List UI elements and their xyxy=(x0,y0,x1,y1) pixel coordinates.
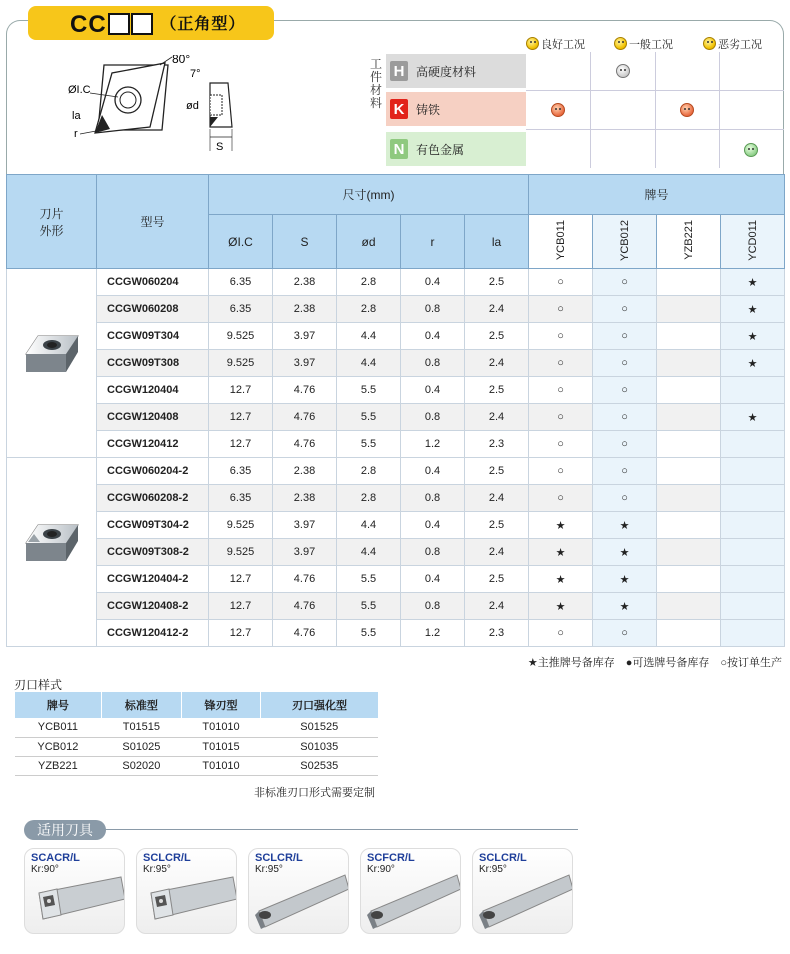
grade-cell: ○ xyxy=(529,458,593,485)
grade-cell: ○ xyxy=(529,377,593,404)
table-row xyxy=(7,296,785,323)
grade-cell: ○ xyxy=(529,323,593,350)
col-grade-yzb221 xyxy=(657,215,721,269)
col-shape-label: 刀片 外形 xyxy=(39,206,64,238)
s-label: S xyxy=(216,141,224,153)
grade-cell xyxy=(721,593,785,620)
model-cell: CCGW060208-2 xyxy=(97,485,209,512)
tool-name: SCACR/L xyxy=(31,852,80,864)
material-letter-k: K xyxy=(390,99,408,119)
grid-line xyxy=(526,129,784,130)
tool-kr: Kr:90° xyxy=(367,864,395,875)
grade-cell xyxy=(721,377,785,404)
tool-card xyxy=(360,848,461,934)
tool-kr: Kr:95° xyxy=(255,864,283,875)
col-la: la xyxy=(465,215,529,269)
edge-cell: T01015 xyxy=(182,737,261,756)
tool-name: SCLCR/L xyxy=(255,852,303,864)
title-placeholder-box xyxy=(131,13,153,35)
grade-cell: ★ xyxy=(721,296,785,323)
dim-la-cell: 2.4 xyxy=(465,404,529,431)
grade-cell xyxy=(657,485,721,512)
dim-la-cell: 2.4 xyxy=(465,593,529,620)
dim-ic-cell: 6.35 xyxy=(209,485,273,512)
grade-cell xyxy=(657,431,721,458)
edge-cell: S02020 xyxy=(101,756,181,775)
dim-d-cell: 2.8 xyxy=(337,458,401,485)
dim-s-cell: 3.97 xyxy=(273,350,337,377)
grade-cell xyxy=(657,593,721,620)
grade-cell xyxy=(657,269,721,296)
dim-r-cell: 0.4 xyxy=(401,323,465,350)
dim-d-cell: 4.4 xyxy=(337,512,401,539)
table-row xyxy=(7,350,785,377)
grade-cell: ○ xyxy=(593,377,657,404)
tool-kr: Kr:95° xyxy=(143,864,171,875)
insert-spec-table xyxy=(6,174,785,647)
table-row xyxy=(7,323,785,350)
grade-cell xyxy=(657,458,721,485)
table-row xyxy=(15,737,379,756)
col-grade-ycb011 xyxy=(529,215,593,269)
table-row xyxy=(7,431,785,458)
tool-name: SCFCR/L xyxy=(367,852,415,864)
model-cell: CCGW060204-2 xyxy=(97,458,209,485)
grade-cell: ○ xyxy=(593,458,657,485)
edge-title: 刃口样式 xyxy=(14,678,63,692)
dim-ic-cell: 6.35 xyxy=(209,458,273,485)
dim-d-cell: 4.4 xyxy=(337,323,401,350)
insert-shape-image xyxy=(20,521,84,581)
dim-la-cell: 2.4 xyxy=(465,485,529,512)
grade-cell: ○ xyxy=(529,485,593,512)
condition-bad-icon xyxy=(680,103,694,117)
grade-cell: ★ xyxy=(529,593,593,620)
edge-note: 非标准刃口形式需要定制 xyxy=(254,787,375,799)
bad-condition-icon xyxy=(703,37,716,50)
grade-cell xyxy=(657,296,721,323)
legend-normal-label: 一般工况 xyxy=(629,39,673,51)
edge-col-grade: 牌号 xyxy=(15,692,102,718)
grade-cell: ○ xyxy=(593,350,657,377)
dim-la-cell: 2.4 xyxy=(465,296,529,323)
col-ic: ØI.C xyxy=(209,215,273,269)
edge-col-standard: 标准型 xyxy=(101,692,181,718)
dim-ic-cell: 6.35 xyxy=(209,269,273,296)
dim-r-cell: 0.8 xyxy=(401,485,465,512)
title-subtitle: （正角型） xyxy=(160,16,246,33)
model-cell: CCGW060208 xyxy=(97,296,209,323)
grade-cell xyxy=(657,323,721,350)
dim-la-cell: 2.5 xyxy=(465,458,529,485)
dim-la-cell: 2.5 xyxy=(465,377,529,404)
dim-d-cell: 4.4 xyxy=(337,539,401,566)
legend-good-label: 良好工况 xyxy=(541,39,585,51)
dim-s-cell: 2.38 xyxy=(273,485,337,512)
col-shape xyxy=(7,175,97,269)
col-r: r xyxy=(401,215,465,269)
grade-cell: ○ xyxy=(529,269,593,296)
grid-line xyxy=(719,52,720,168)
dim-s-cell: 2.38 xyxy=(273,458,337,485)
material-name-h: 高硬度材料 xyxy=(416,64,477,79)
dim-r-cell: 0.8 xyxy=(401,350,465,377)
table-row xyxy=(7,593,785,620)
dim-s-cell: 4.76 xyxy=(273,566,337,593)
dim-ic-cell: 9.525 xyxy=(209,350,273,377)
grade-label: YCD011 xyxy=(746,219,759,261)
grade-cell: ★ xyxy=(593,539,657,566)
grade-cell: ★ xyxy=(721,404,785,431)
edge-cell: S01525 xyxy=(261,718,379,737)
model-cell: CCGW120412-2 xyxy=(97,620,209,647)
table-row xyxy=(7,539,785,566)
tools-divider xyxy=(100,829,578,830)
ic-label: ØI.C xyxy=(68,84,91,96)
tool-holder-image xyxy=(361,849,461,934)
tool-holder-image xyxy=(25,849,125,934)
table-row xyxy=(7,485,785,512)
grade-cell: ○ xyxy=(593,485,657,512)
dim-d-cell: 5.5 xyxy=(337,620,401,647)
material-side-label: 工件材料 xyxy=(369,57,382,110)
edge-cell: T01010 xyxy=(182,718,261,737)
insert-shape-cell xyxy=(7,269,97,458)
grade-label: YCB012 xyxy=(618,219,631,261)
dim-d-cell: 2.8 xyxy=(337,485,401,512)
insert-shape-cell xyxy=(7,458,97,647)
grade-cell xyxy=(657,620,721,647)
table-row xyxy=(7,566,785,593)
dim-s-cell: 3.97 xyxy=(273,539,337,566)
tool-kr: Kr:95° xyxy=(479,864,507,875)
model-cell: CCGW060204 xyxy=(97,269,209,296)
dim-r-cell: 1.2 xyxy=(401,620,465,647)
insert-diagram xyxy=(60,55,250,165)
grade-cell xyxy=(721,539,785,566)
grade-cell: ★ xyxy=(721,269,785,296)
grade-cell xyxy=(721,458,785,485)
col-grade: 牌号 xyxy=(529,175,785,215)
grid-line xyxy=(526,90,784,91)
dim-d-cell: 4.4 xyxy=(337,350,401,377)
edge-cell: S01025 xyxy=(101,737,181,756)
dim-s-cell: 4.76 xyxy=(273,620,337,647)
dim-d-cell: 5.5 xyxy=(337,431,401,458)
model-cell: CCGW09T304-2 xyxy=(97,512,209,539)
angle-80-label: 80° xyxy=(172,55,191,66)
page-title xyxy=(70,11,245,39)
grade-cell: ○ xyxy=(529,296,593,323)
grade-cell xyxy=(657,404,721,431)
dim-s-cell: 4.76 xyxy=(273,377,337,404)
legend-bad xyxy=(703,36,762,52)
material-name-n: 有色金属 xyxy=(416,142,465,157)
grade-cell: ○ xyxy=(593,296,657,323)
tool-card xyxy=(24,848,125,934)
edge-cell: T01515 xyxy=(101,718,181,737)
dim-la-cell: 2.4 xyxy=(465,350,529,377)
dim-ic-cell: 12.7 xyxy=(209,377,273,404)
tool-card xyxy=(472,848,573,934)
dim-r-cell: 0.4 xyxy=(401,377,465,404)
table-row xyxy=(7,512,785,539)
dim-ic-cell: 12.7 xyxy=(209,620,273,647)
model-cell: CCGW120404 xyxy=(97,377,209,404)
edge-col-reinforced: 刃口强化型 xyxy=(261,692,379,718)
dim-la-cell: 2.3 xyxy=(465,620,529,647)
table-row xyxy=(7,269,785,296)
dim-ic-cell: 12.7 xyxy=(209,593,273,620)
title-placeholder-box xyxy=(108,13,130,35)
dim-s-cell: 4.76 xyxy=(273,593,337,620)
material-row-n xyxy=(386,132,526,166)
dim-r-cell: 0.4 xyxy=(401,566,465,593)
grade-cell xyxy=(657,539,721,566)
grade-label: YCB011 xyxy=(554,219,567,261)
title-code: CC xyxy=(70,11,107,38)
grade-label: YZB221 xyxy=(682,220,695,260)
edge-cell: YCB012 xyxy=(15,737,102,756)
dim-r-cell: 0.4 xyxy=(401,512,465,539)
grade-cell xyxy=(721,485,785,512)
dim-ic-cell: 12.7 xyxy=(209,404,273,431)
grade-cell: ★ xyxy=(721,323,785,350)
tool-holder-image xyxy=(137,849,237,934)
tools-title: 适用刀具 xyxy=(24,820,106,840)
dim-s-cell: 2.38 xyxy=(273,296,337,323)
stock-legend: ★主推牌号备库存 ●可选牌号备库存 ○按订单生产 xyxy=(527,657,782,669)
table-row xyxy=(7,377,785,404)
edge-style-table xyxy=(14,692,378,776)
col-grade-ycd011 xyxy=(721,215,785,269)
legend-normal xyxy=(614,36,673,52)
dim-ic-cell: 12.7 xyxy=(209,431,273,458)
tool-name: SCLCR/L xyxy=(479,852,527,864)
edge-cell: YZB221 xyxy=(15,756,102,775)
dim-s-cell: 3.97 xyxy=(273,323,337,350)
dim-r-cell: 0.8 xyxy=(401,296,465,323)
model-cell: CCGW120404-2 xyxy=(97,566,209,593)
dim-r-cell: 0.8 xyxy=(401,539,465,566)
dim-la-cell: 2.5 xyxy=(465,512,529,539)
tool-name: SCLCR/L xyxy=(143,852,191,864)
table-row xyxy=(15,718,379,737)
col-dimensions: 尺寸(mm) xyxy=(209,175,529,215)
col-d: ød xyxy=(337,215,401,269)
grade-cell: ★ xyxy=(721,350,785,377)
grade-cell: ★ xyxy=(529,512,593,539)
dim-s-cell: 3.97 xyxy=(273,512,337,539)
tool-kr: Kr:90° xyxy=(31,864,59,875)
dim-la-cell: 2.3 xyxy=(465,431,529,458)
grade-cell: ○ xyxy=(529,350,593,377)
dim-la-cell: 2.5 xyxy=(465,269,529,296)
dim-ic-cell: 9.525 xyxy=(209,512,273,539)
tool-holder-image xyxy=(249,849,349,934)
condition-good-icon xyxy=(551,103,565,117)
grade-cell: ○ xyxy=(529,431,593,458)
edge-col-sharp: 锋刃型 xyxy=(182,692,261,718)
dim-d-cell: 5.5 xyxy=(337,593,401,620)
dim-r-cell: 0.4 xyxy=(401,269,465,296)
material-row-k xyxy=(386,92,526,126)
grade-cell: ★ xyxy=(529,539,593,566)
grade-cell xyxy=(657,512,721,539)
edge-cell: S02535 xyxy=(261,756,379,775)
dim-d-cell: 5.5 xyxy=(337,377,401,404)
grade-cell xyxy=(721,566,785,593)
material-letter-n: N xyxy=(390,139,408,159)
grade-cell xyxy=(721,431,785,458)
condition-normal-icon xyxy=(616,64,630,78)
dim-la-cell: 2.4 xyxy=(465,539,529,566)
table-row xyxy=(7,620,785,647)
la-label: la xyxy=(72,110,81,122)
dim-la-cell: 2.5 xyxy=(465,566,529,593)
legend-good xyxy=(526,36,585,52)
grade-cell: ○ xyxy=(529,620,593,647)
model-cell: CCGW09T304 xyxy=(97,323,209,350)
table-row xyxy=(15,756,379,775)
material-name-k: 铸铁 xyxy=(416,102,441,117)
edge-cell: YCB011 xyxy=(15,718,102,737)
dim-la-cell: 2.5 xyxy=(465,323,529,350)
normal-condition-icon xyxy=(614,37,627,50)
col-grade-ycb012 xyxy=(593,215,657,269)
grade-cell: ○ xyxy=(593,620,657,647)
grade-cell xyxy=(657,566,721,593)
dim-s-cell: 4.76 xyxy=(273,404,337,431)
model-cell: CCGW120408 xyxy=(97,404,209,431)
grade-cell: ★ xyxy=(593,566,657,593)
legend-bad-label: 恶劣工况 xyxy=(718,39,762,51)
table-row xyxy=(7,404,785,431)
col-s: S xyxy=(273,215,337,269)
edge-cell: S01035 xyxy=(261,737,379,756)
tool-holder-image xyxy=(473,849,573,934)
dim-s-cell: 2.38 xyxy=(273,269,337,296)
dim-s-cell: 4.76 xyxy=(273,431,337,458)
grade-cell: ○ xyxy=(529,404,593,431)
grade-cell xyxy=(721,620,785,647)
grade-cell: ★ xyxy=(593,593,657,620)
tool-card xyxy=(136,848,237,934)
table-row xyxy=(7,458,785,485)
angle-7-label: 7° xyxy=(190,68,201,80)
dim-d-cell: 2.8 xyxy=(337,296,401,323)
grade-cell xyxy=(721,512,785,539)
grade-cell: ★ xyxy=(529,566,593,593)
dim-ic-cell: 12.7 xyxy=(209,566,273,593)
grade-cell xyxy=(657,350,721,377)
good-condition-icon xyxy=(526,37,539,50)
grade-cell: ○ xyxy=(593,269,657,296)
dim-ic-cell: 9.525 xyxy=(209,539,273,566)
dim-r-cell: 0.8 xyxy=(401,404,465,431)
model-cell: CCGW120408-2 xyxy=(97,593,209,620)
grid-line xyxy=(590,52,591,168)
grid-line xyxy=(655,52,656,168)
condition-bad-icon xyxy=(744,143,758,157)
d-label: ød xyxy=(186,100,199,112)
material-row-h xyxy=(386,54,526,88)
grade-cell xyxy=(657,377,721,404)
dim-d-cell: 5.5 xyxy=(337,404,401,431)
grade-cell: ★ xyxy=(593,512,657,539)
grade-cell: ○ xyxy=(593,431,657,458)
grade-cell: ○ xyxy=(593,404,657,431)
dim-d-cell: 2.8 xyxy=(337,269,401,296)
material-letter-h: H xyxy=(390,61,408,81)
dim-ic-cell: 6.35 xyxy=(209,296,273,323)
dim-r-cell: 0.8 xyxy=(401,593,465,620)
dim-r-cell: 1.2 xyxy=(401,431,465,458)
dim-r-cell: 0.4 xyxy=(401,458,465,485)
r-label: r xyxy=(74,128,78,140)
model-cell: CCGW09T308 xyxy=(97,350,209,377)
model-cell: CCGW09T308-2 xyxy=(97,539,209,566)
dim-d-cell: 5.5 xyxy=(337,566,401,593)
grade-cell: ○ xyxy=(593,323,657,350)
edge-cell: T01010 xyxy=(182,756,261,775)
insert-shape-image xyxy=(20,332,84,392)
col-model: 型号 xyxy=(97,175,209,269)
dim-ic-cell: 9.525 xyxy=(209,323,273,350)
tool-card xyxy=(248,848,349,934)
model-cell: CCGW120412 xyxy=(97,431,209,458)
